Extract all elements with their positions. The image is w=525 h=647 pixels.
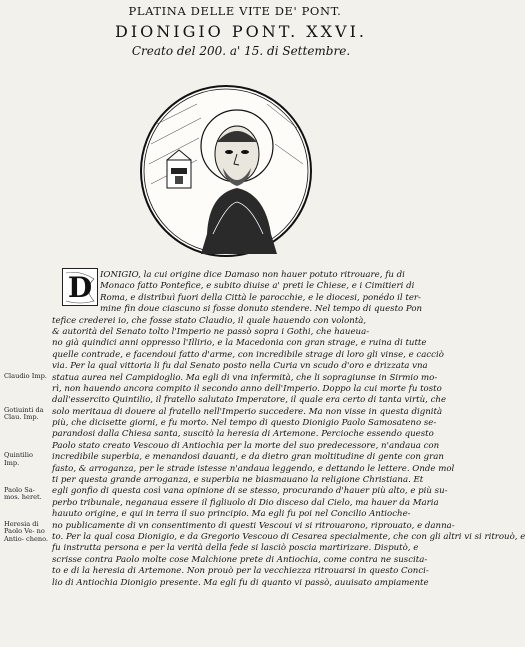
margin-note: Quintilio Imp.: [4, 451, 33, 467]
text-line: mine fin doue ciascuno si fosse donuto stendere. Nel tempo di questo Pon: [100, 304, 423, 315]
initial-letter: D: [67, 271, 93, 304]
text-line: Monaco fatto Pontefice, e subito diuise a' preti le Chiese, e i Cimitieri di: [100, 281, 415, 292]
page-title: DIONIGIO PONT. XXVI.: [114, 22, 367, 41]
text-line: to. Per la qual cosa Dionigio, e da Gregorio Vescouo di Cesarea specialmente, che con gli altri vi si ritrouò, e: [52, 531, 525, 542]
text-line: quelle contrade, e facendoui fatto d'arme, con incredibile strage di loro gli vinse, e cacciò: [52, 349, 444, 360]
body-text: [52, 270, 525, 589]
margin-note: Paolo Sa- mos. heret.: [4, 485, 42, 502]
margin-note: Claudio Imp.: [4, 371, 47, 380]
text-line: scrisse contra Paolo molte cose Malchione prete di Antiochia, come contra ne suscita-: [52, 554, 428, 565]
text-line: dall'essercito Quintilio, il fratello salutato Imperatore, il quale era certo di tanta virtù, che: [52, 395, 447, 406]
text-line: più, che dicisette giorni, e fu morto. Nel tempo di questo Dionigio Paolo Samosateno se-: [52, 418, 437, 429]
pope-portrait-medallion: [137, 84, 315, 258]
text-line: rì, non hauendo ancora compito il secondo anno dell'Imperio. Doppo la cui morte fu tosto: [52, 383, 442, 394]
text-line: solo meritaua di douere al fratello nell'Imperio succedere. Ma non visse in questa dignità: [52, 406, 443, 417]
running-head: PLATINA DELLE VITE DE' PONT.: [128, 4, 342, 18]
text-line: via. Per la qual vittoria li fu dal Senato posto nella Curia vn scudo d'oro e drizzata vna: [52, 361, 428, 372]
text-line: statua aurea nel Campidoglio. Ma egli di vna infermità, che li sopragiunse in Sirmio mo-: [52, 372, 438, 383]
text-line: no publicamente di vn consentimento di questi Vescoui vi si ritrouarono, riprouato, e danna-: [52, 520, 455, 531]
margin-note: Gotiuinti da Clau. Imp.: [4, 405, 44, 422]
text-line: fu instrutta persona e per la verità della fede si lasciò poscia martirizare. Disputò, e: [52, 543, 419, 554]
text-line: & autorità del Senato tolto l'Imperio ne passò sopra i Gothi, che haueua-: [52, 326, 370, 337]
text-line: perbo tribunale, neganaua essere il figliuolo di Dio disceso dal Cielo, ma hauer da Maria: [52, 497, 439, 508]
text-line: hauuto origine, e qui in terra il suo principio. Ma egli fu poi nel Concilio Antioche-: [52, 509, 411, 520]
text-line: parandosi dalla Chiesa santa, suscitò la heresia di Artemone. Percioche essendo questo: [52, 429, 434, 440]
text-line: no già quindici anni oppresso l'Illirio, e la Macedonia con gran strage, e ruina di tutte: [52, 338, 427, 349]
text-line: fasto, & arroganza, per le strade istesse n'andaua leggendo, e dettando le lettere. Onde mol: [52, 463, 455, 474]
text-line: to e di la heresia di Artemone. Non prouò per la vecchiezza ritrouarsi in questo Conci-: [52, 566, 429, 577]
text-line: Roma, e distribuì fuori della Città le parocchie, e le diocesi, ponédo il ter-: [100, 292, 421, 303]
text-line: IONIGIO, la cui origine dice Damaso non hauer potuto ritrouare, fu di: [100, 270, 405, 280]
text-line: lio di Antiochia Dionigio presente. Ma egli fu di quanto vi passò, auuisato ampiamente: [52, 577, 429, 588]
text-line: tefice crederei io, che fosse stato Claudio, il quale hauendo con volontà,: [52, 315, 367, 326]
text-line: egli gonfio di questa così vana opinione di se stesso, procurando d'hauer più alto, e più su-: [52, 486, 448, 497]
creation-date-line: Creato del 200. a' 15. di Settembre.: [131, 44, 351, 58]
text-line: incredibile superbia, e menandosi dauanti, e da dietro gran moltitudine di gente con gran: [52, 452, 444, 463]
text-line: ti per questa grande arroganza, e superbia ne biasmauano la religione Christiana. Et: [52, 475, 424, 486]
margin-note: Heresia di Paolo Ve- no Antio- cheno.: [4, 519, 49, 543]
text-line: Paolo stato creato Vescouo di Antiochia per la morte del suo predecessore, n'andaua con: [52, 440, 440, 451]
